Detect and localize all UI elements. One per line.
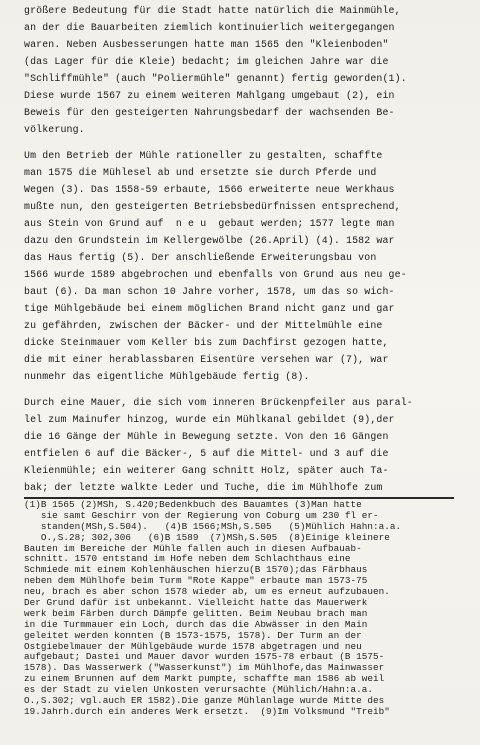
footnote-line: geleitet werden konnten (B 1573-1575, 1578). Der Turm an der	[24, 629, 362, 641]
footnote-line: sie samt Geschirr von der Regierung von Coburg um 230 fl er-	[24, 509, 379, 521]
footnote-line: 19.Jahrh.durch ein anderes Werk ersetzt. (9)Im Volksmund "Treib"	[24, 705, 390, 717]
footnote-line: (1)B 1565 (2)MSh, S.420;Bedenkbuch des Bauamtes (3)Man hatte	[24, 499, 362, 510]
text-line: Um den Betrieb der Mühle rationeller zu gestalten, schaffte	[24, 150, 383, 161]
text-line: nunmehr das eigentliche Mühlgebäude fertig (8).	[24, 371, 310, 382]
text-line: aus Stein von Grund auf n e u gebaut werden; 1577 legte man	[24, 218, 395, 229]
main-text	[24, 2, 474, 496]
text-line: "Schliffmühle" (auch "Poliermühle" genannt) fertig geworden(1).	[24, 73, 407, 84]
footnote-line: Der Grund dafür ist unbekannt. Vielleicht hatte das Mauerwerk	[24, 597, 368, 609]
text-line: völkerung.	[24, 124, 85, 135]
text-line: 1566 wurde 1589 abgebrochen und ebenfalls von Grund aus neu ge-	[24, 269, 407, 280]
text-line: an der die Bauarbeiten ziemlich kontinuierlich weitergegangen	[24, 22, 395, 33]
footnote-line: es der Stadt zu vielen Unkosten verursachte (Mühlich/Hahn:a.a.	[24, 684, 373, 696]
footnote-line: neben dem Mühlhofe beim Turm "Rote Kappe" erbaute man 1573-75	[24, 575, 368, 587]
footnote-line: schnitt. 1570 entstand im Hofe neben dem Schlachthaus eine	[24, 553, 351, 565]
footnote-line: in die Turmmauer ein Loch, durch das die Abwässer in den Main	[24, 618, 368, 630]
footnote-line: zu einem Brunnen auf dem Markt pumpte, schaffte man 1586 ab weil	[24, 673, 385, 685]
footnotes	[24, 500, 476, 718]
paragraph-gap	[24, 138, 474, 147]
text-line: die 16 Gänge der Mühle in Bewegung setzte. Von den 16 Gängen	[24, 431, 389, 442]
text-line: Wegen (3). Das 1558-59 erbaute, 1566 erweiterte neue Werkhaus	[24, 184, 395, 195]
text-line: man 1575 die Mühlesel ab und ersetzte sie durch Pferde und	[24, 167, 377, 178]
text-line: baut (6). Da man schon 10 Jahre vorher, 1578, um das so wich-	[24, 286, 395, 297]
text-line: die mit einer herablassbaren Eisentüre versehen war (7), war	[24, 354, 389, 365]
text-line: dazu den Grundstein im Kellergewölbe (26.April) (4). 1582 war	[24, 235, 395, 246]
footnote-line: Schmiede mit einem Kohlenhäuschen hierzu(B 1570);das Färbhaus	[24, 564, 368, 576]
footnote-line: 1578). Das Wasserwerk ("Wasserkunst") im Mühlhofe,das Mainwasser	[24, 662, 385, 674]
paragraph-muehlkanal	[24, 394, 474, 496]
text-line: dicke Steinmauer vom Keller bis zum Dachfirst gezogen hatte,	[24, 337, 389, 348]
text-line: zu gefährden, zwischen der Bäcker- und der Mittelmühle eine	[24, 320, 383, 331]
text-line: (das Lager für die Kleie) bedacht; im gleichen Jahre war die	[24, 56, 389, 67]
footnote-line: aufgebaut; Dastei und Mauer davor wurden 1575-78 erbaut (B 1575-	[24, 651, 385, 663]
footnote-line: O.,S.302; vgl.auch ER 1582).Die ganze Mühlanlage wurde Mitte des	[24, 695, 385, 707]
text-line: mußte nun, den gesteigerten Betriebsbedürfnissen entsprechend,	[24, 201, 401, 212]
footnote-line: neu, brach es aber schon 1578 wieder ab, um es erneut aufzubauen.	[24, 586, 390, 598]
paragraph-gap	[24, 385, 474, 394]
text-line: Durch eine Mauer, die sich vom inneren Brückenpfeiler aus paral-	[24, 397, 413, 408]
footnote-line: standen(MSh,S.504). (4)B 1566;MSh,S.505 (5)Mühlich Hahn:a.a.	[24, 520, 402, 532]
text-line: tige Mühlgebäude bei einem möglichen Brand nicht ganz und gar	[24, 303, 395, 314]
text-line: das Haus fertig (5). Der anschließende Erweiterungsbau von	[24, 252, 377, 263]
text-line: Diese wurde 1567 zu einem weiteren Mahlgang umgebaut (2), ein	[24, 90, 395, 101]
text-line: entfielen 6 auf die Bäcker-, 5 auf die Mittel- und 3 auf die	[24, 448, 389, 459]
paragraph-betrieb	[24, 147, 474, 385]
text-line: lel zum Mainufer hinzog, wurde ein Mühlkanal gebildet (9),der	[24, 414, 395, 425]
footnote-line: Ostgiebelmauer der Mühlgebäude wurde 1578 abgetragen und neu	[24, 640, 362, 652]
text-line: Kleienmühle; ein weiterer Gang schnitt Holz, später auch Ta-	[24, 465, 389, 476]
text-line: größere Bedeutung für die Stadt hatte natürlich die Mainmühle,	[24, 5, 401, 16]
footnote-line: werk beim Färben durch Dämpfe gelitten. Beim Neubau brach man	[24, 607, 368, 619]
text-line: Beweis für den gesteigerten Nahrungsbedarf der wachsenden Be-	[24, 107, 395, 118]
footnote-line: Bauten im Bereiche der Mühle fallen auch in diesen Aufbauab-	[24, 542, 362, 554]
paragraph-mainmuehle	[24, 2, 474, 138]
text-line: bak; der letzte walkte Leder und Tuche, die im Mühlhofe zum	[24, 482, 383, 493]
footnote-line: O.,S.28; 302,306 (6)B 1589 (7)MSh,S.505 (8)Einige kleinere	[24, 531, 390, 543]
text-line: waren. Neben Ausbesserungen hatte man 1565 den "Kleienboden"	[24, 39, 389, 50]
